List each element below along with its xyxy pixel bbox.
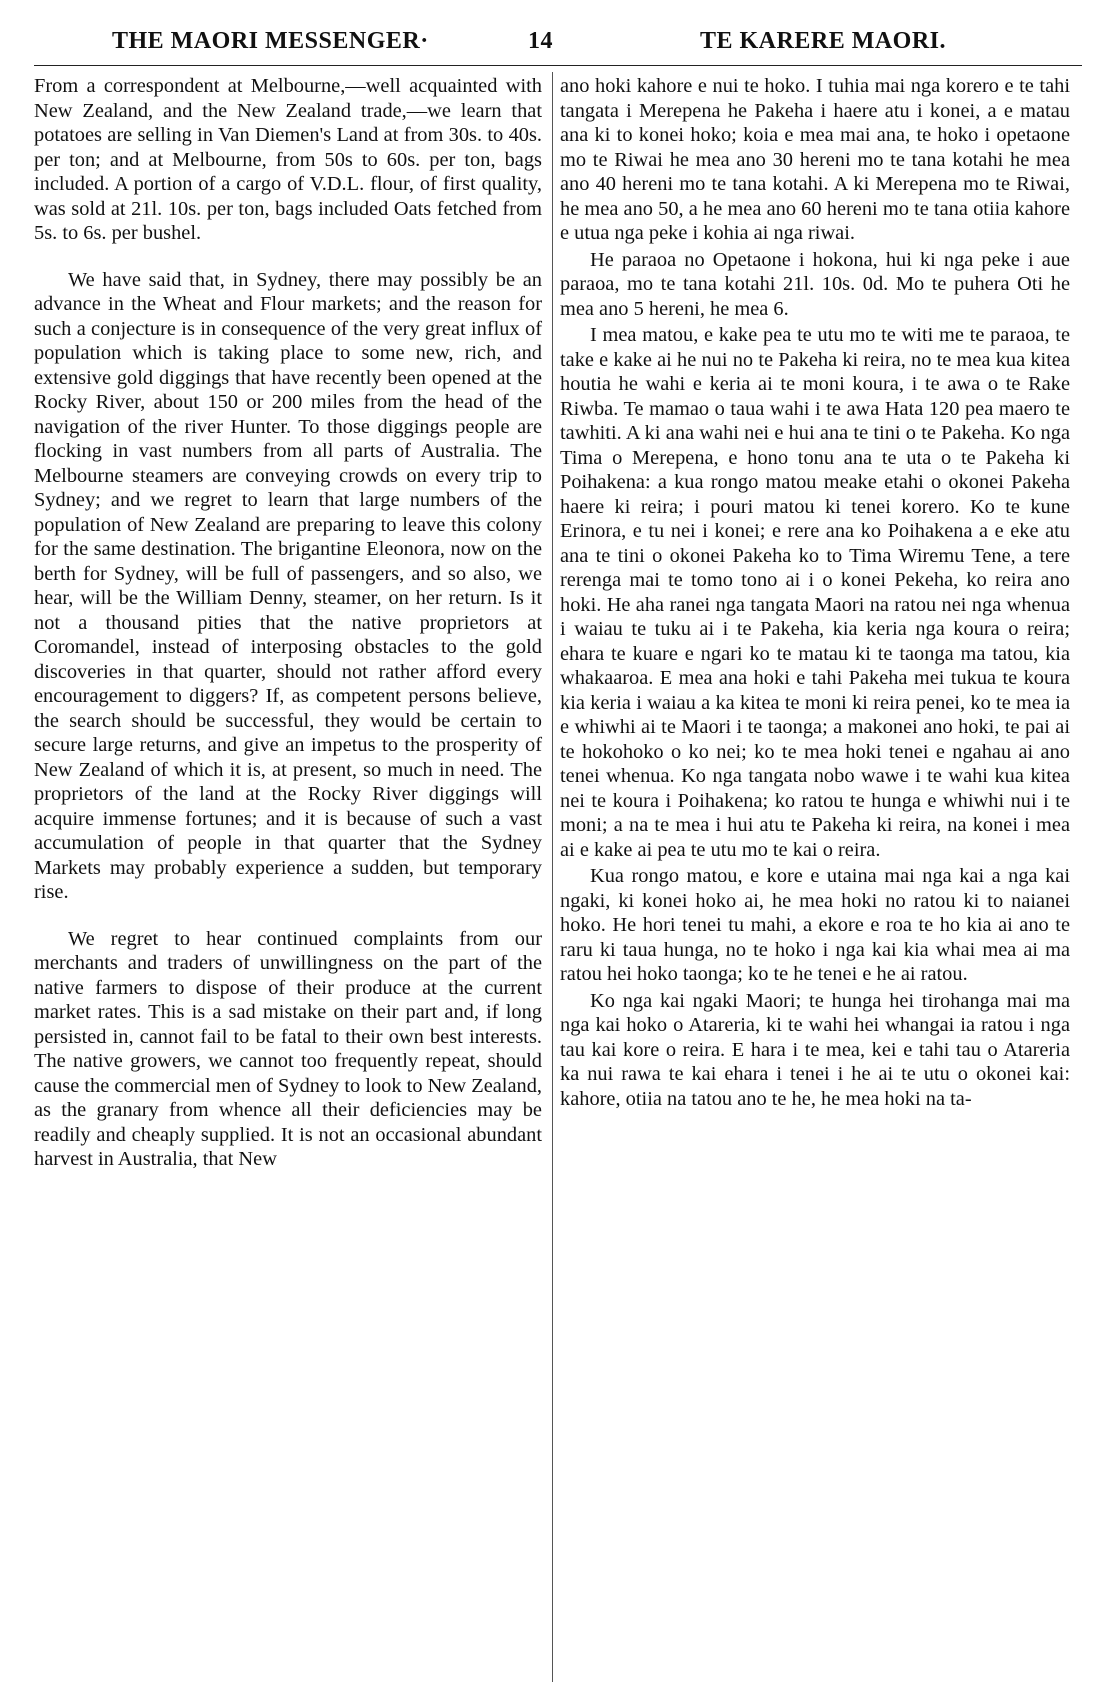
- english-paragraph: From a correspondent at Melbourne,—well acquainted with New Zealand, and the New Zealand trade,—we learn that potatoes are selling in Van Diemen's Land at from 30s. to 40s. per ton; and at Melbourne, from 50s to 60s. per ton, bags included. A portion of a cargo of V.D.L. flour, of first quality, was sold at 21l. 10s. per ton, bags included Oats fetched from 5s. to 6s. per bushel.: [34, 75, 542, 244]
- maori-column: [560, 74, 1070, 1111]
- maori-paragraph: ano hoki kahore e nui te hoko. I tuhia mai nga korero e te tahi tangata i Merepena he Pakeha i haere atu i konei, a e matau ana ki to konei hoko; koia e mea mai ana, te hoko i opetaone mo te Riwai he mea ano 30 hereni mo te tana kotahi he mea ano 40 hereni mo te tana kotahi. A ki Merepena mo te Riwai, he mea ano 50, a he mea ano 60 hereni mo te tana otiia kahore e utua nga peke i kohia ai nga riwai.: [560, 75, 1070, 244]
- english-paragraph: We regret to hear continued complaints from our merchants and traders of unwillingness on the part of the native farmers to dispose of their produce at the current market rates. This is a sad mistake on their part and, if long persisted in, cannot fail to be fatal to their own best interests. The native growers, we cannot too frequently repeat, should cause the commercial men of Sydney to look to New Zealand, as the granary from whence all their deficiencies may be readily and cheaply supplied. It is not an occasional abundant harvest in Australia, that New: [34, 927, 542, 1170]
- header-rule: [34, 65, 1082, 66]
- maori-paragraph: Ko nga kai ngaki Maori; te hunga hei tirohanga mai ma nga kai hoko o Atareria, ki te wahi hei whangai ia ratou i nga tau kai kore o reira. E hara i te mea, kei e tahi tau o Atareria ka nui rawa te kai ehara i tenei i he ai te utu o okonei kai: kahore, otiia na tatou ano te he, he mea hoki na ta-: [560, 989, 1070, 1110]
- english-column: [34, 74, 542, 1172]
- column-divider: [552, 72, 553, 1682]
- page-number: 14: [528, 28, 553, 54]
- maori-paragraph: I mea matou, e kake pea te utu mo te witi me te paraoa, te take e kake ai he nui no te Pakeha ki reira, no te mea kua kitea houtia he wahi e keria ai te moni koura, i te awa o te Rake Riwba. Te mamao o taua wahi i te awa Hata 120 pea maero te tawhiti. A ki ana wahi nei e hui ana te tini o te Pakeha. Ko nga Tima o Merepena, e hono tonu ana te uta o te Pakeha ki Poihakena: a kua rongo matou meake etahi o okonei Pakeha haere ki reira; i pouri matou ki tenei korero. Ko te kune Erinora, e tu nei i konei; e rere ana ko Poihakena a e eke atu ana te tini o okonei Pakeha ko to Tima Wiremu Tene, a tere rerenga mai te tomo tono ai i o konei Pekeha, ko reira ano hoki. He aha ranei nga tangata Maori na ratou nei nga whenua i waiau te tuku ai i te Pakeha, kia keria nga koura o reira; ehara te kuare e ngari ko te matau ki te taonga ma tatou, kia whakaaroa. E mea ana hoki e tahi Pakeha mei tukua te koura kia keria i waiau a ka kitea te moni ki reira penei, ko te mea ia e whiwhi ai te Maori i te taonga; a makonei ano hoki, te pai ai te hokohoko o ko nei; ko te mea hoki tenei e ngahau ai ano tenei whenua. Ko nga tangata nobo wawe i te wahi kua kitea nei te koura i Poihakena; ko ratou te hunga e whiwhi nui i te moni; a na te mea i hui atu te Pakeha ki reira, na konei i mea ai e kake ai pea te utu mo te kai o reira.: [560, 324, 1070, 861]
- english-masthead-title: THE MAORI MESSENGER·: [112, 28, 429, 54]
- english-paragraph: We have said that, in Sydney, there may possibly be an advance in the Wheat and Flour markets; and the reason for such a conjecture is in consequence of the very great influx of population which is taking place to some new, rich, and extensive gold diggings that have recently been opened at the Rocky River, about 150 or 200 miles from the head of the navigation of the river Hunter. To those diggings people are flocking in vast numbers from all parts of Australia. The Melbourne steamers are conveying crowds on every trip to Sydney; and we regret to learn that large numbers of the population of New Zealand are preparing to leave this colony for the same destination. The brigantine Eleonora, now on the berth for Sydney, will be full of passengers, and so also, we hear, will be the William Denny, steamer, on her return. Is it not a thousand pities that the native proprietors at Coromandel, instead of interposing obstacles to the gold discoveries in that quarter, should not rather afford every encouragement to diggers? If, as competent persons believe, the search should be successful, they would be certain to secure large returns, and give an impetus to the prosperity of New Zealand of which it is, at present, so much in need. The proprietors of the land at the Rocky River diggings will acquire immense fortunes; and it is because of such a vast accumulation of people in that quarter that the Sydney Markets may probably experience a sudden, but temporary rise.: [34, 268, 542, 903]
- running-head: [0, 28, 1114, 68]
- maori-paragraph: Kua rongo matou, e kore e utaina mai nga kai a nga kai ngaki, ki konei hoko ai, he mea hoki no ratou ki to naianei hoko. He hori tenei tu mahi, a ekore e roa te ho kia ai ano te raru ki taua hunga, no te hoko i nga kai kia whai mea ai ma ratou hei hoko taonga; ko te he tenei e he ai ratou.: [560, 865, 1070, 985]
- maori-masthead-title: TE KARERE MAORI.: [700, 28, 947, 54]
- maori-paragraph: He paraoa no Opetaone i hokona, hui ki nga peke i aue paraoa, mo te tana kotahi 21l. 10s. 0d. Mo te puhera Oti he mea ano 5 hereni, he mea 6.: [560, 248, 1070, 320]
